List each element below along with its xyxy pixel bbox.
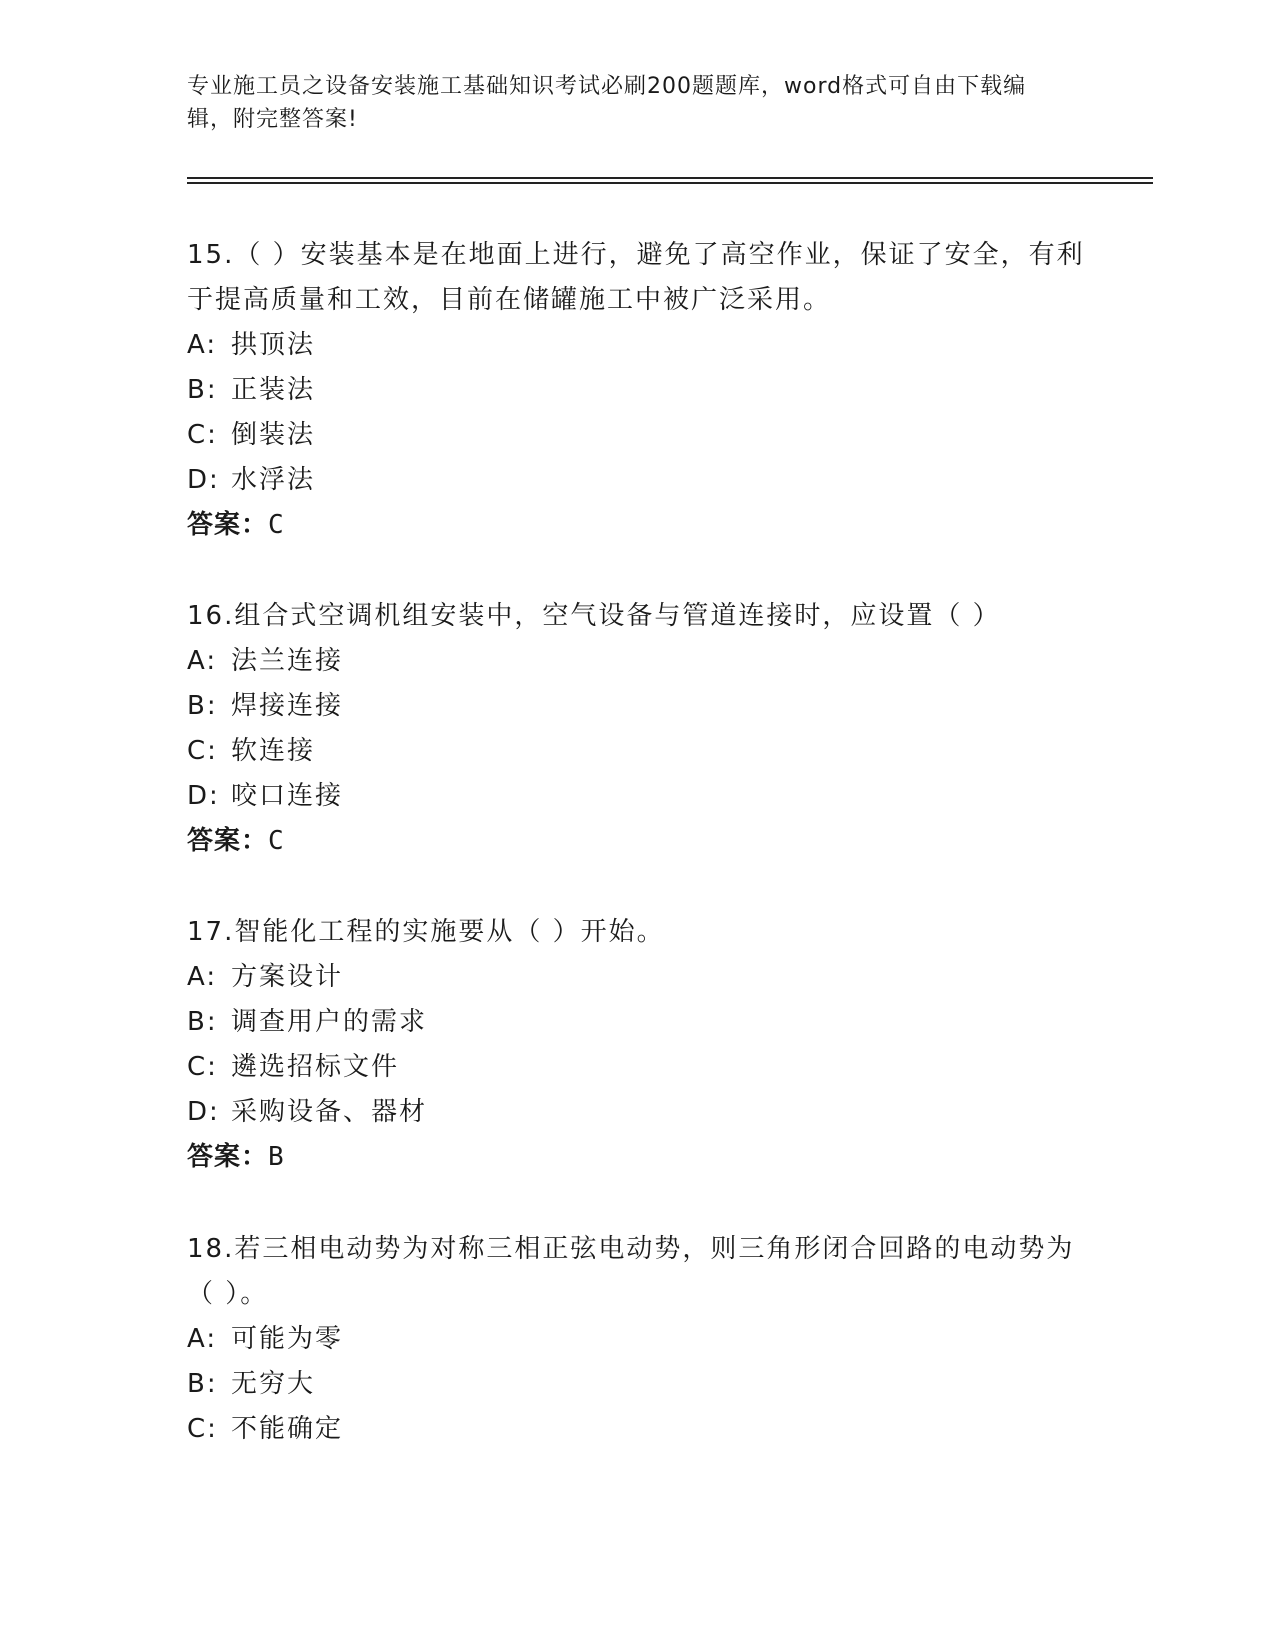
option-c [187,1407,1087,1452]
option-b [187,684,1087,729]
option-text: 倒装法 [231,420,316,450]
answer-line [187,503,1087,548]
option-a [187,323,1087,368]
option-text: 调查用户的需求 [231,1007,428,1037]
option-c [187,729,1087,774]
option-d [187,774,1087,819]
option-text: 无穷大 [231,1369,316,1399]
option-text: 可能为零 [231,1324,344,1354]
option-text: 水浮法 [231,465,316,495]
answer-label: 答案： [187,826,269,856]
option-letter: C: [187,736,218,766]
option-letter: D: [187,465,220,495]
option-c [187,413,1087,458]
option-c [187,1045,1087,1090]
option-text: 咬口连接 [231,781,344,811]
option-letter: B: [187,1369,218,1399]
option-text: 拱顶法 [231,330,316,360]
option-a [187,955,1087,1000]
option-letter: D: [187,1097,220,1127]
answer-line [187,819,1087,864]
option-text: 法兰连接 [231,646,344,676]
option-letter: B: [187,375,218,405]
question-stem: 15.（ ）安装基本是在地面上进行，避免了高空作业，保证了安全，有利于提高质量和工效，目前在储罐施工中被广泛采用。 [187,240,1085,315]
answer-value: B [268,1142,285,1172]
option-text: 软连接 [231,736,316,766]
option-d [187,1090,1087,1135]
question-stem: 17.智能化工程的实施要从（ ）开始。 [187,917,665,947]
question-16 [187,594,1087,864]
option-text: 方案设计 [231,962,344,992]
header-divider-top [187,177,1153,179]
option-letter: B: [187,1007,218,1037]
option-a [187,639,1087,684]
option-letter: A: [187,1324,218,1354]
option-letter: A: [187,330,218,360]
question-18 [187,1227,1087,1452]
option-b [187,1000,1087,1045]
option-letter: C: [187,1052,218,1082]
document-header: 专业施工员之设备安装施工基础知识考试必刷200题题库，word格式可自由下载编辑，附完整答案! [187,74,1027,132]
answer-line [187,1135,1087,1180]
option-d [187,458,1087,503]
header-divider-bottom [187,182,1153,184]
answer-value: C [268,826,285,856]
question-stem: 16.组合式空调机组安装中，空气设备与管道连接时，应设置（ ） [187,601,1001,631]
option-letter: B: [187,691,218,721]
option-text: 焊接连接 [231,691,344,721]
answer-value: C [268,510,285,540]
option-text: 不能确定 [231,1414,344,1444]
option-letter: C: [187,420,218,450]
answer-label: 答案： [187,1142,269,1172]
option-letter: A: [187,646,218,676]
option-b [187,1362,1087,1407]
option-letter: A: [187,962,218,992]
option-a [187,1317,1087,1362]
option-text: 采购设备、器材 [231,1097,428,1127]
option-text: 遴选招标文件 [231,1052,400,1082]
option-letter: C: [187,1414,218,1444]
question-15 [187,233,1087,548]
option-text: 正装法 [231,375,316,405]
option-letter: D: [187,781,220,811]
option-b [187,368,1087,413]
question-17 [187,910,1087,1180]
answer-label: 答案： [187,510,269,540]
question-stem: 18.若三相电动势为对称三相正弦电动势，则三角形闭合回路的电动势为（ ）。 [187,1234,1075,1309]
